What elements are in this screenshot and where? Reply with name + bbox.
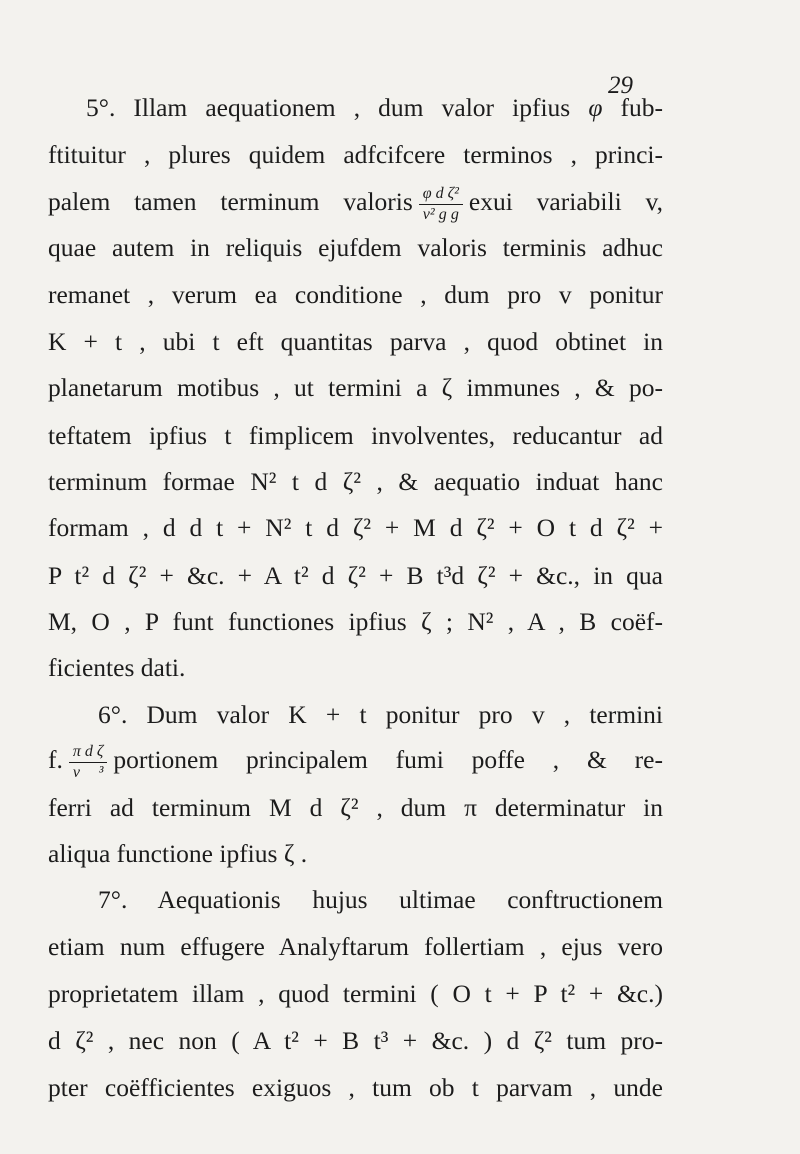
text-line: remanet , verum ea conditione , dum pro v ponitur <box>48 280 663 309</box>
text-line: f. $\frac{\text{π d ζ}}{\text{v ³}}$ portionem principalem fumi poffe , & re- <box>48 742 663 781</box>
fraction: $\frac{\text{φ d ζ²}}{\text{v² g g}}$ <box>419 186 463 223</box>
text-line: proprietatem illam , quod termini ( O t + P t² + &c.) <box>48 979 663 1008</box>
text-line: K + t , ubi t eft quantitas parva , quod obtinet in <box>48 327 663 356</box>
text-line: pter coëfficientes exiguos , tum ob t parvam , unde <box>48 1073 663 1102</box>
text-line: palem tamen terminum valoris $\frac{\text{φ d ζ²}}{\text{v² g g}}$ exui variabili v, <box>48 184 663 223</box>
text-line: ficientes dati. <box>48 653 186 682</box>
text-line: teftatem ipfius t fimplicem involventes, reducantur ad <box>48 421 663 450</box>
text-line: ferri ad terminum M d ζ² , dum π determinatur in <box>48 793 663 822</box>
text-line: 7°. Aequationis hujus ultimae conftructionem <box>98 885 663 914</box>
text-line: ftituitur , plures quidem adfcifcere terminos , princi- <box>48 140 663 169</box>
text-line: M, O , P funt functiones ipfius ζ ; N² , A , B coëf- <box>48 607 663 636</box>
text-line: terminum formae N² t d ζ² , & aequatio induat hanc <box>48 467 663 496</box>
fraction: $\frac{\text{π d ζ}}{\text{v ³}}$ <box>69 744 108 781</box>
text-line: d ζ² , nec non ( A t² + B t³ + &c. ) d ζ² tum pro- <box>48 1026 663 1055</box>
text-line: 5°. Illam aequationem , dum valor ipfius φ fub- <box>86 93 664 122</box>
text-line: planetarum motibus , ut termini a ζ immunes , & po- <box>48 373 663 402</box>
text-line: aliqua functione ipfius ζ . <box>48 839 308 868</box>
text-line: formam , d d t + N² t d ζ² + M d ζ² + O t d ζ² + <box>48 513 663 542</box>
text-line: etiam num effugere Analyftarum follertiam , ejus vero <box>48 932 663 961</box>
text-line: P t² d ζ² + &c. + A t² d ζ² + B t³d ζ² + &c., in qua <box>48 561 663 590</box>
text-line: quae autem in reliquis ejufdem valoris terminis adhuc <box>48 233 663 262</box>
text-line: 6°. Dum valor K + t ponitur pro v , termini <box>98 700 663 729</box>
page-number: 29 <box>608 72 633 99</box>
